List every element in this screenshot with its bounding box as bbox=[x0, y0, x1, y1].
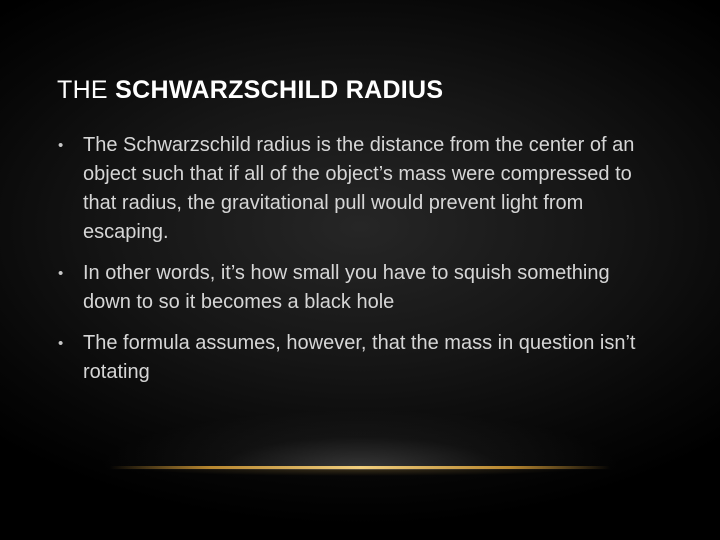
divider-reflection bbox=[140, 469, 580, 483]
decorative-glow bbox=[0, 400, 720, 470]
bullet-text: The formula assumes, however, that the mass in question isn’t rotating bbox=[83, 332, 636, 383]
bullet-item bbox=[57, 131, 657, 247]
bullet-text: The Schwarzschild radius is the distance from the center of an object such that if all of the object’s mass were compressed to that radius, the gravitational pull would prevent light from escaping. bbox=[83, 134, 635, 243]
bullet-text: In other words, it’s how small you have to squish something down to so it becomes a black hole bbox=[83, 262, 610, 313]
slide-title bbox=[57, 76, 443, 105]
slide-title-emphasis: SCHWARZSCHILD RADIUS bbox=[115, 76, 444, 104]
slide-title-prefix: THE bbox=[57, 76, 116, 104]
bullet-icon: • bbox=[58, 335, 64, 352]
bullet-item bbox=[57, 329, 657, 387]
bullet-item bbox=[57, 259, 657, 317]
bullet-icon: • bbox=[58, 137, 64, 154]
bullet-list bbox=[57, 131, 657, 399]
bullet-icon: • bbox=[58, 265, 64, 282]
